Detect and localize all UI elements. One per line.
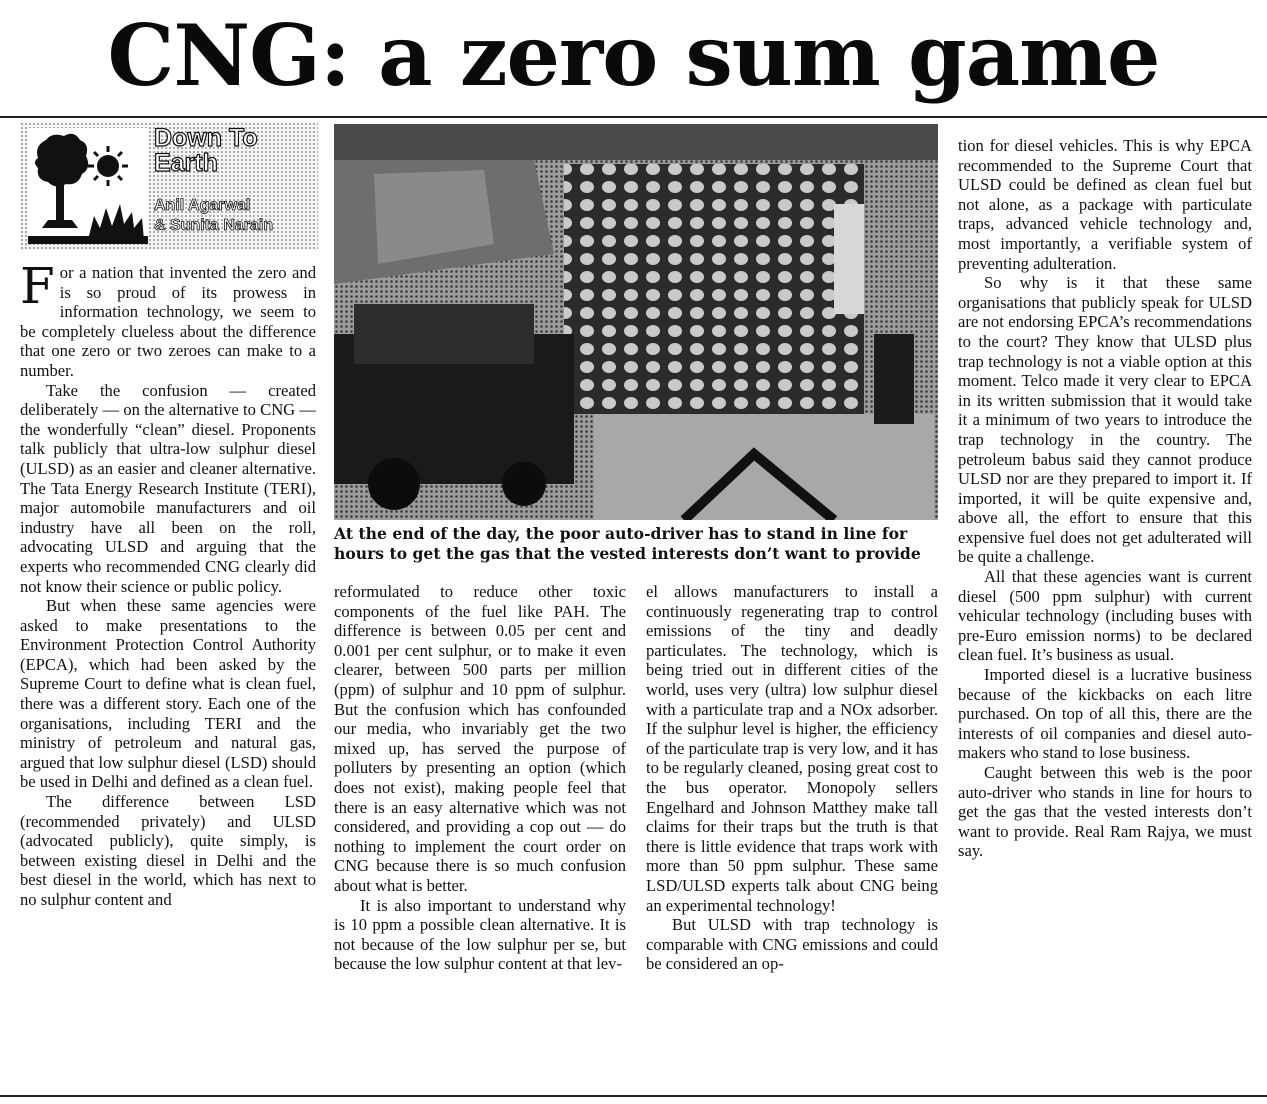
tree-sun-icon [28, 128, 148, 244]
article-paragraph: It is also important to understand why is 10 ppm a possible clean alternative. It is not because of the low sulphur per se, but because the low sulphur content at that lev- [334, 895, 626, 974]
article-paragraph: The difference between LSD (recommended privately) and ULSD (advocated publicly), quite simply, is between existing diesel in Delhi and the best diesel in the world, which has next to no sulphur content and [20, 792, 316, 909]
column-logo [20, 122, 318, 250]
article-column-3 [646, 582, 938, 974]
photo-graphic [334, 124, 938, 520]
article-paragraph: reformulated to reduce other toxic components of the fuel like PAH. The difference is between 0.05 per cent and 0.001 per cent sulphur, or to make it even clearer, between 500 parts per million (ppm) of sulphur and 10 ppm of sulphur. But the confusion which has confounded our media, who invariably get the two mixed up, has served the purpose of polluters by presenting an option (which does not exist), making people feel that there is an easy alternative which was not considered, and providing a cop out — do nothing to implement the court order on CNG because there is so much confusion about what is better. [334, 582, 626, 895]
photo-caption-line1: At the end of the day, the poor auto-driver has to stand in line for [334, 524, 908, 543]
article-paragraph: el allows manufacturers to install a continuously regenerating trap to control emissions of the tiny and deadly particulates. The technology, which is being tried out in different cities of the world, uses very (ultra) low sulphur diesel with a particulate trap and a NOx adsorber. If the sulphur level is higher, the efficiency of the particulate trap is very low, and it has to be regularly cleaned, posing great cost to the bus operator. Monopoly sellers Engelhard and Johnson Matthey make tall claims for their traps but the truth is that there is little evidence that traps work with more than 50 ppm sulphur. These same LSD/ULSD experts talk about CNG being an experimental technology! [646, 582, 938, 915]
article-column-4 [958, 136, 1252, 861]
byline-line1: Anil Agarwal [154, 197, 251, 214]
article-paragraph: All that these agencies want is current diesel (500 ppm sulphur) with current vehicular technology (including buses with pre-Euro emission norms) to be declared clean fuel. It’s business as usual. [958, 567, 1252, 665]
column-logo-title-line2: Earth [154, 149, 218, 177]
photo-caption-line2: hours to get the gas that the vested interests don’t want to provide [334, 544, 921, 563]
photo-caption [334, 524, 938, 564]
article-paragraph: tion for diesel vehicles. This is why EPCA recommended to the Supreme Court that ULSD could be defined as clean fuel but not alone, as a package with particulate traps, advanced vehicle technology and, most importantly, a verifiable system of preventing adulteration. [958, 136, 1252, 273]
article-paragraph: Caught between this web is the poor auto-driver who stands in line for hours to get the gas that the vested interests don’t want to provide. Real Ram Rajya, we must say. [958, 763, 1252, 861]
column-logo-title [154, 126, 314, 176]
article-column-2 [334, 582, 626, 974]
article-paragraph: So why is it that these same organisations that publicly speak for ULSD are not endorsing EPCA’s recommendations to the court? They know that ULSD plus trap technology is not a viable option at this moment. Telco made it very clear to EPCA in its written submission that it would take it a minimum of two years to introduce the trap technology in the country. The petroleum babus said they cannot produce ULSD nor are they prepared to import it. If imported, it will be quite expensive and, above all, the effort to ensure that this expensive fuel does not get adulterated will be quite a challenge. [958, 273, 1252, 567]
drop-cap: F [20, 257, 55, 315]
article-paragraph [20, 257, 316, 381]
article-paragraph: But ULSD with trap technology is comparable with CNG emissions and could be considered an op- [646, 915, 938, 974]
byline-line2: & Sunita Narain [154, 217, 274, 234]
news-photo [334, 124, 938, 520]
top-rule [0, 116, 1267, 118]
article-paragraph: Take the confusion — created deliberately — on the alternative to CNG — the wonderfully “clean” diesel. Proponents talk publicly that ultra-low sulphur diesel (ULSD) as an easier and cleaner alternative. The Tata Energy Research Institute (TERI), major automobile manufacturers and oil industry have all been on the roll, advocating ULSD and arguing that the experts who recommended CNG clearly did not know their science or public policy. [20, 380, 316, 596]
byline [154, 196, 316, 236]
article-paragraph: But when these same agencies were asked to make presentations to the Environment Protection Control Authority (EPCA), which had been asked by the Supreme Court to define what is clean fuel, there was a different story. Each one of the organisations, including TERI and the ministry of petroleum and natural gas, argued that low sulphur diesel (LSD) should be used in Delhi and defined as a clean fuel. [20, 596, 316, 792]
headline: CNG: a zero sum game [107, 6, 1160, 105]
bottom-rule [0, 1095, 1267, 1097]
paragraph-text: or a nation that invented the zero and is so proud of its prowess in information technology, we seem to be completely clueless about the difference that one zero or two zeroes can make to a number. [20, 263, 316, 380]
article-paragraph: Imported diesel is a lucrative business because of the kickbacks on each litre purchased. On top of all this, there are the interests of oil companies and diesel auto-makers who stand to lose business. [958, 665, 1252, 763]
article-column-1 [20, 257, 316, 910]
column-logo-title-line1: Down To [154, 124, 258, 152]
